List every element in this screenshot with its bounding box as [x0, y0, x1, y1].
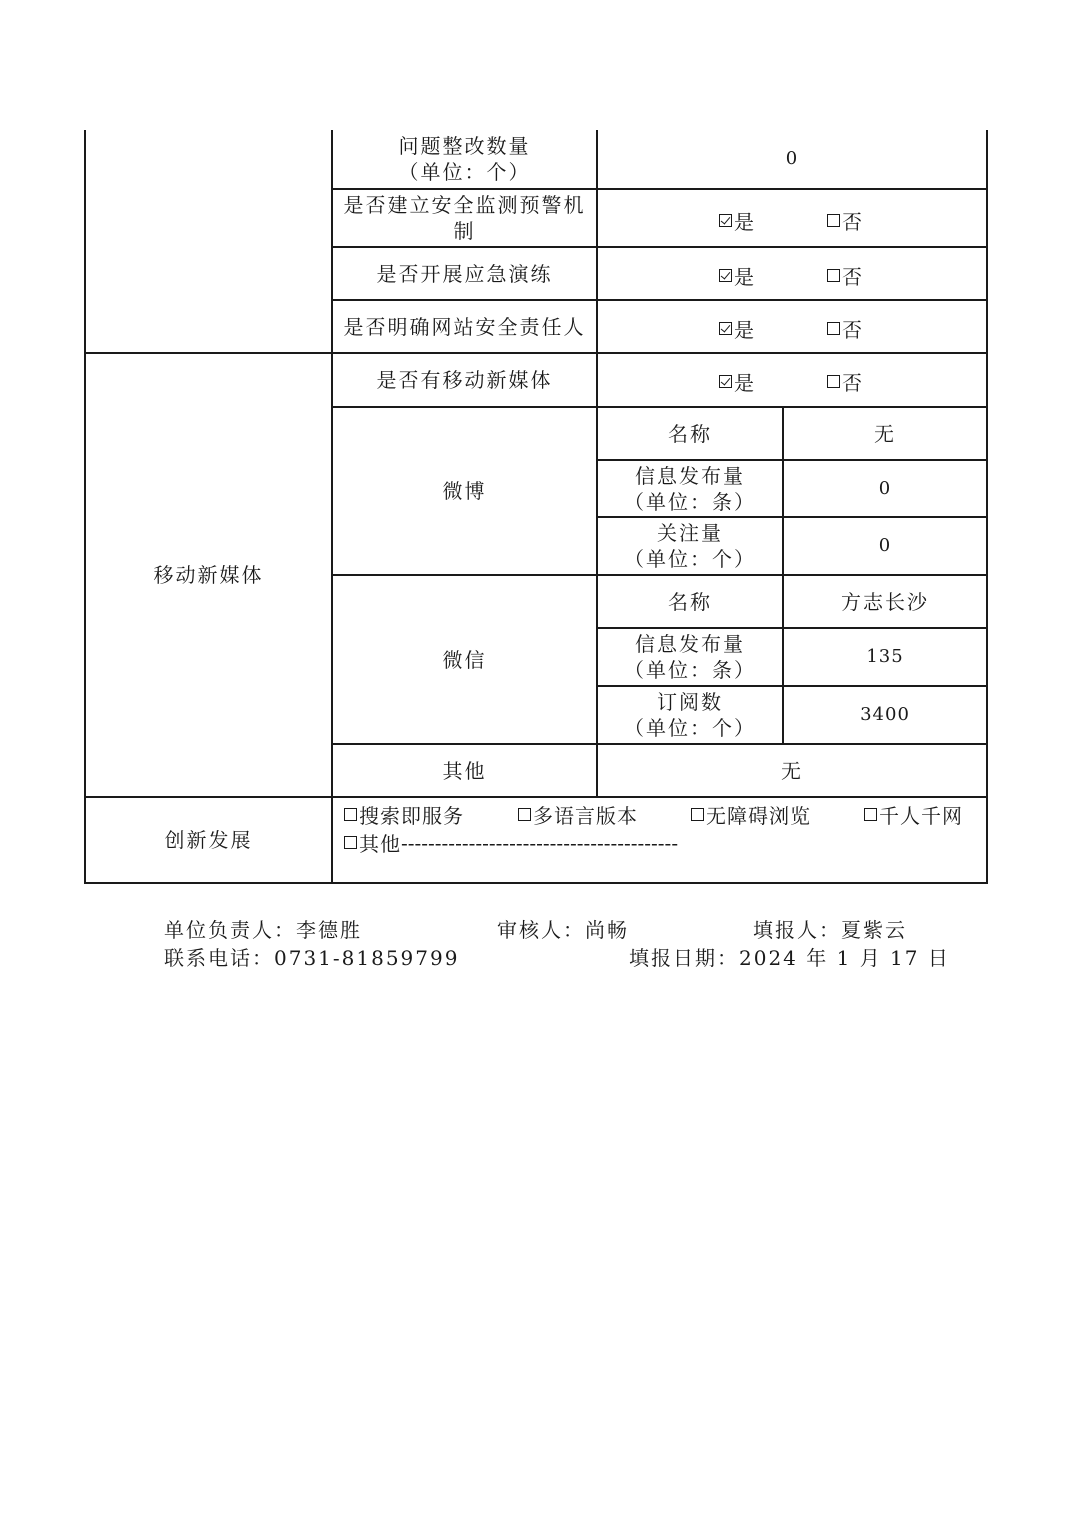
wechat-posts-line2: （单位：条） [624, 658, 756, 682]
checked-box-icon[interactable] [719, 375, 732, 388]
issue-fix-label-line2: （单位：个） [398, 160, 531, 184]
issue-fix-label-line1: 问题整改数量 [398, 134, 531, 158]
footer-filler: 填报人：夏紫云 [753, 918, 907, 942]
wechat-name-label: 名称 [668, 589, 712, 614]
monitoring-label-line1: 是否建立安全监测预警机 [343, 193, 586, 217]
weibo-posts-line1: 信息发布量 [635, 463, 745, 488]
wechat-subs-line1: 订阅数 [657, 690, 723, 714]
issue-fix-value: 0 [785, 148, 799, 169]
wechat-subs-value: 3400 [860, 704, 910, 725]
innovation-option-label: 多语言版本 [533, 804, 638, 828]
unchecked-box-icon[interactable] [691, 808, 704, 821]
weibo-name-value: 无 [874, 421, 896, 446]
no-label: 否 [842, 318, 863, 342]
wechat-subs-line2: （单位：个） [624, 716, 756, 740]
responsible-yes-option[interactable] [719, 314, 755, 343]
monitoring-label [333, 190, 596, 246]
checked-box-icon[interactable] [719, 322, 732, 335]
innovation-option-personalized[interactable] [864, 800, 963, 829]
weibo-name-label: 名称 [668, 421, 712, 446]
innovation-option-accessibility[interactable] [691, 800, 811, 829]
innovation-option-label: 千人千网 [879, 804, 963, 828]
wechat-name-value: 方志长沙 [841, 589, 929, 614]
weibo-label: 微博 [442, 479, 487, 503]
footer-unit-head: 单位负责人：李德胜 [164, 918, 362, 942]
drill-no-option[interactable] [827, 261, 863, 290]
innovation-option-label: 搜索即服务 [359, 804, 464, 828]
innovation-option-multilang[interactable] [518, 800, 638, 829]
weibo-followers-label [598, 518, 782, 574]
no-label: 否 [842, 265, 863, 289]
report-table [84, 130, 988, 884]
unchecked-box-icon[interactable] [864, 808, 877, 821]
footer-phone: 联系电话：0731-81859799 [164, 946, 460, 970]
unchecked-box-icon[interactable] [827, 269, 840, 282]
weibo-followers-line1: 关注量 [657, 521, 723, 545]
innovation-option-other[interactable] [344, 828, 678, 857]
weibo-followers-value: 0 [878, 535, 892, 556]
wechat-posts-label [598, 629, 782, 685]
weibo-posts-label [598, 461, 782, 516]
drill-yes-option[interactable] [719, 261, 755, 290]
no-label: 否 [842, 210, 863, 234]
table-border-right [986, 130, 988, 884]
other-media-value: 无 [781, 758, 803, 783]
has-media-no-option[interactable] [827, 367, 863, 396]
weibo-posts-value: 0 [878, 477, 892, 499]
yes-label: 是 [734, 265, 755, 289]
responsible-no-option[interactable] [827, 314, 863, 343]
unchecked-box-icon[interactable] [827, 214, 840, 227]
weibo-followers-line2: （单位：个） [624, 547, 756, 571]
issue-fix-label [333, 130, 596, 188]
table-border-bottom [84, 882, 988, 884]
drill-label: 是否开展应急演练 [376, 261, 553, 286]
yes-label: 是 [734, 210, 755, 234]
has-media-label: 是否有移动新媒体 [376, 368, 553, 392]
wechat-subs-label [598, 687, 782, 743]
unchecked-box-icon[interactable] [344, 836, 357, 849]
responsible-label: 是否明确网站安全责任人 [343, 314, 586, 339]
no-label: 否 [842, 371, 863, 395]
innovation-other-blank[interactable]: ----------------------------------------- [401, 830, 679, 855]
footer-date: 填报日期：2024 年 1 月 17 日 [629, 946, 950, 970]
monitoring-yes-option[interactable] [719, 206, 755, 235]
media-section-label: 移动新媒体 [153, 563, 264, 587]
unchecked-box-icon[interactable] [827, 375, 840, 388]
monitoring-no-option[interactable] [827, 206, 863, 235]
yes-label: 是 [734, 371, 755, 395]
innovation-label: 创新发展 [164, 828, 253, 852]
checked-box-icon[interactable] [719, 214, 732, 227]
has-media-yes-option[interactable] [719, 367, 755, 396]
unchecked-box-icon[interactable] [518, 808, 531, 821]
innovation-option-search[interactable] [344, 800, 464, 829]
yes-label: 是 [734, 318, 755, 342]
wechat-posts-value: 135 [866, 646, 904, 667]
footer-reviewer: 审核人：尚畅 [497, 918, 629, 942]
unchecked-box-icon[interactable] [827, 322, 840, 335]
other-media-label: 其他 [442, 758, 487, 783]
wechat-posts-line1: 信息发布量 [635, 632, 745, 656]
monitoring-label-line2: 制 [453, 219, 476, 243]
unchecked-box-icon[interactable] [344, 808, 357, 821]
innovation-option-label: 无障碍浏览 [706, 804, 811, 828]
checked-box-icon[interactable] [719, 269, 732, 282]
innovation-option-label: 其他 [359, 832, 401, 856]
wechat-label: 微信 [442, 647, 487, 672]
weibo-posts-line2: （单位：条） [624, 489, 756, 514]
